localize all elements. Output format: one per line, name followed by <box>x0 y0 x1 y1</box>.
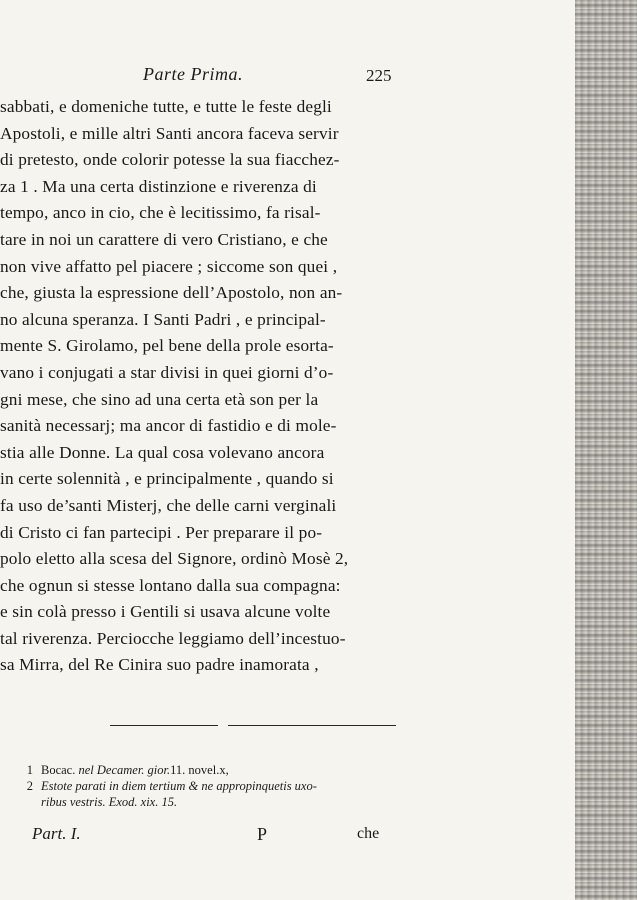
text-line: stia alle Donne. La qual cosa volevano ancora <box>0 442 325 462</box>
footnote-2 <box>5 778 425 794</box>
signature-part: Part. I. <box>32 824 81 843</box>
signature-mark: P <box>257 824 268 844</box>
footnote-2-continuation: ribus vestris. Exod. xix. 15. <box>41 795 178 809</box>
footnote-1 <box>5 762 425 778</box>
body-text <box>0 94 430 679</box>
text-line: mente S. Girolamo, pel bene della prole esorta- <box>0 336 334 356</box>
text-line: di pretesto, onde colorir potesse la sua fiacchez- <box>0 150 340 170</box>
text-line: che, giusta la espressione dell’Apostolo, non an- <box>0 283 343 303</box>
running-head: Parte Prima. <box>143 64 243 84</box>
text-line: za 1 . Ma una certa distinzione e riverenza di <box>0 176 317 196</box>
text-line: fa uso de’santi Misterj, che delle carni verginali <box>0 495 337 515</box>
footnote-rule-left <box>110 725 218 726</box>
text-line: di Cristo ci fan partecipi . Per preparare il po- <box>0 522 323 542</box>
torn-page-edge <box>575 0 637 900</box>
footnote-italic-text: Estote parati in diem tertium & ne appropinquetis uxo- <box>41 779 317 793</box>
catchword: che <box>357 825 380 842</box>
page-footer <box>0 824 420 848</box>
text-line: e sin colà presso i Gentili si usava alcune volte <box>0 602 331 622</box>
text-line: vano i conjugati a star divisi in quei giorni d’o- <box>0 362 334 382</box>
text-line: non vive affatto pel piacere ; siccome son quei , <box>0 256 338 276</box>
text-line: no alcuna speranza. I Santi Padri , e principal- <box>0 309 326 329</box>
text-line: polo eletto alla scesa del Signore, ordinò Mosè 2, <box>0 549 349 569</box>
text-line: Apostoli, e mille altri Santi ancora faceva servir <box>0 123 339 143</box>
text-line: tal riverenza. Perciocche leggiamo dell’incestuo- <box>0 628 346 648</box>
footnote-italic-text: nel Decamer. gior. <box>78 763 171 777</box>
text-line: gni mese, che sino ad una certa età son per la <box>0 389 319 409</box>
text-line: che ognun si stesse lontano dalla sua compagna: <box>0 575 341 595</box>
page-number: 225 <box>366 66 392 85</box>
text-line: sa Mirra, del Re Cinira suo padre inamorata , <box>0 655 319 675</box>
footnote-text: Bocac. <box>41 763 76 777</box>
footnote-number: 2 <box>26 779 33 793</box>
footnote-text-tail: 11. novel.x, <box>170 763 229 777</box>
text-line: tare in noi un carattere di vero Cristiano, e che <box>0 229 328 249</box>
text-line: sanità necessarj; ma ancor di fastidio e di mole- <box>0 416 337 436</box>
footnote-rule-right <box>228 725 396 726</box>
footnotes <box>5 762 425 810</box>
footnote-number: 1 <box>26 763 33 777</box>
text-line: sabbati, e domeniche tutte, e tutte le feste degli <box>0 97 332 116</box>
text-line: tempo, anco in cio, che è lecitissimo, fa risal- <box>0 203 321 223</box>
text-line: in certe solennità , e principalmente , quando si <box>0 469 334 489</box>
